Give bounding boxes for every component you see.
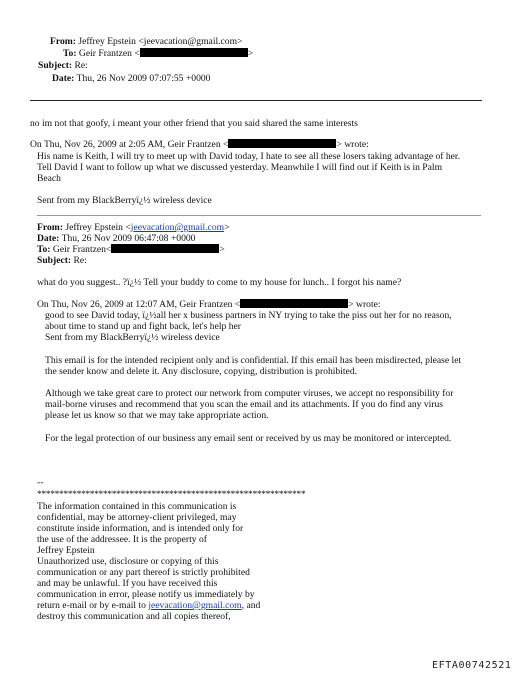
quote1-line: Tell David I want to follow up what we discussed yesterday. Meanwhile I will find out if Keith is in Palm	[37, 162, 443, 173]
subject-value: Re:	[74, 60, 88, 71]
signature-line: Unauthorized use, disclosure or copying of this	[37, 556, 219, 567]
inner-from-close: >	[224, 222, 230, 233]
inner-header-to	[37, 244, 225, 255]
date-label: Date:	[52, 73, 75, 84]
quote2-line: good to see David today, ï¿½all her x business partners in NY trying to take the piss out her for no reason,	[45, 310, 452, 321]
quote1-on-suffix: > wrote:	[336, 139, 369, 150]
quote2-attribution	[37, 299, 381, 310]
quote2-on-prefix: On Thu, Nov 26, 2009 at 12:07 AM, Geir Frantzen <	[37, 299, 241, 310]
inner-subject-value: Re:	[73, 255, 87, 266]
header-date	[52, 73, 210, 84]
quote1-attribution	[30, 139, 369, 150]
quote2-line: about time to stand up and fight back, let's help her	[45, 321, 241, 332]
signature-line: constitute inside information, and is intended only for	[37, 523, 244, 534]
redaction-block	[140, 48, 248, 57]
inner-from-email-link[interactable]: jeevacation@gmail.com	[130, 222, 225, 233]
redaction-block	[228, 139, 336, 148]
inner-date-label: Date:	[37, 233, 60, 244]
redaction-block	[240, 299, 348, 308]
quote1-on-prefix: On Thu, Nov 26, 2009 at 2:05 AM, Geir Frantzen <	[30, 139, 229, 150]
inner-to-suffix: >	[219, 244, 225, 255]
date-value: Thu, 26 Nov 2009 07:07:55 +0000	[76, 73, 211, 84]
disclaimer-line: the sender know and delete it. Any disclosure, copying, distribution is prohibited.	[45, 366, 358, 377]
to-suffix: >	[247, 48, 254, 59]
header-from	[50, 36, 242, 47]
inner-header-date	[37, 233, 195, 244]
header-to	[63, 48, 253, 59]
signature-line: and may be unlawful. If you have received this	[37, 578, 218, 589]
document-id: EFTA00742521	[432, 660, 512, 671]
redaction-block	[111, 244, 219, 253]
disclaimer-line: mail-borne viruses and recommend that you scan the email and its attachments. If you do find any virus	[45, 399, 444, 410]
to-prefix: Geir Frantzen <	[78, 48, 140, 59]
signature-line: communication in error, please notify us immediately by	[37, 589, 255, 600]
header-subject	[38, 60, 88, 71]
subject-label: Subject:	[38, 60, 73, 71]
inner-subject-label: Subject:	[37, 255, 72, 266]
from-value: Jeffrey Epstein <jeevacation@gmail.com>	[78, 36, 243, 47]
inner-to-prefix: Geir Frantzen<	[52, 244, 112, 255]
disclaimer-line: For the legal protection of our business any email sent or received by us may be monitored or intercepted.	[45, 433, 452, 444]
signature-dashes: --	[37, 477, 44, 488]
signature-line: Jeffrey Epstein	[37, 545, 95, 556]
quote1-line: His name is Keith, I will try to meet up with David today, I hate to see all these losers taking advantage of her.	[37, 151, 460, 162]
signature-line: destroy this communication and all copies thereof,	[37, 611, 231, 622]
inner-to-label: To:	[37, 244, 51, 255]
signature-line: communication or any part thereof is strictly prohibited	[37, 567, 250, 578]
inner-date-value: Thu, 26 Nov 2009 06:47:08 +0000	[61, 233, 196, 244]
quote2-line: Sent from my BlackBerryï¿½ wireless device	[45, 332, 220, 343]
to-label: To:	[63, 48, 77, 59]
disclaimer-line: This email is for the intended recipient only and is confidential. If this email has been misdirected, please let	[45, 355, 462, 366]
disclaimer-line: please let us know so that we may take appropriate action.	[45, 410, 269, 421]
signature-line: confidential, may be attorney-client privileged, may	[37, 512, 237, 523]
signature-email-link[interactable]: jeevacation@gmail.com	[148, 600, 242, 611]
signature-stars: *************************************************************	[37, 489, 306, 500]
quote2-on-suffix: > wrote:	[348, 299, 381, 310]
signature-return-line	[37, 600, 260, 611]
inner-body: what do you suggest.. ?ï¿½ Tell your buddy to come to my house for lunch.. I forgot his name?	[37, 277, 402, 288]
signature-return-suffix: , and	[241, 600, 261, 611]
from-label: From:	[50, 36, 76, 47]
inner-from-label: From:	[37, 222, 63, 233]
inner-header-subject	[37, 255, 87, 266]
disclaimer-line: Although we take great care to protect our network from computer viruses, we accept no responsibility for	[45, 388, 454, 399]
signature-line: the use of the addressee. It is the property of	[37, 534, 207, 545]
quote1-line: Beach	[37, 173, 61, 184]
inner-header-from	[37, 222, 230, 233]
signature-return-prefix: return e-mail or by e-mail to	[37, 600, 149, 611]
inner-from-name: Jeffrey Epstein <	[65, 222, 131, 233]
quote1-sent-from: Sent from my BlackBerryï¿½ wireless device	[37, 195, 212, 206]
header-divider	[30, 100, 482, 101]
quote-divider	[37, 215, 481, 216]
body-line: no im not that goofy, i meant your other friend that you said shared the same interests	[30, 118, 358, 129]
signature-line: The information contained in this communication is	[37, 501, 237, 512]
